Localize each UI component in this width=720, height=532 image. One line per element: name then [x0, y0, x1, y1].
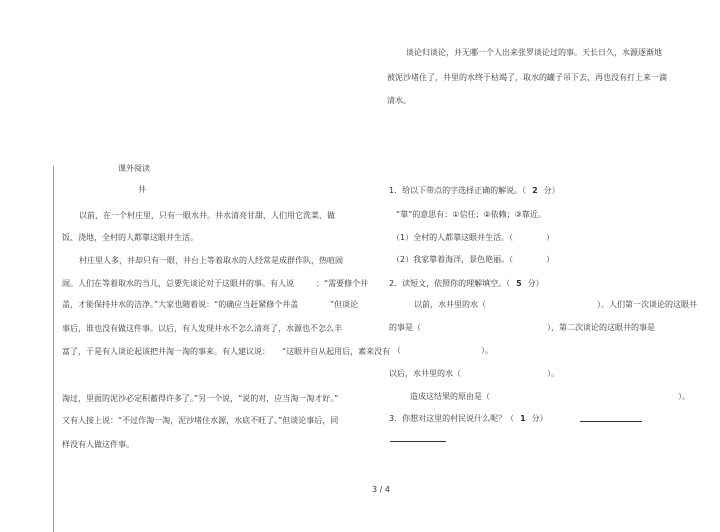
text-line: 村庄里人多，井却只有一眼，井台上等着取水的人经常是成群作队，热喧闹 — [79, 256, 343, 265]
text-line: 以前，在一个村庄里，只有一眼水井。井水清亮甘甜，人们用它洗菜、做 — [79, 211, 335, 220]
fill-blank-line: 以前，水井里的水（ — [414, 300, 486, 309]
question-number: 1． — [389, 186, 403, 195]
text-line: 事后，谁也没有做这件事。以后，有人发现井水不怎么清亮了，水源也不怎么丰 — [62, 324, 342, 333]
question-number: 3． — [389, 414, 403, 423]
page-border-line — [53, 166, 54, 532]
question-options: “靠”的意思有：①信任；②依赖；③靠近。 — [396, 210, 546, 219]
text-line: 饭、浇地，全村的人都靠这眼井生活。 — [62, 233, 198, 242]
question-text: 你想对这里的村民说什么呢？（ — [402, 414, 515, 423]
fill-blank-line: ）。 — [547, 369, 559, 378]
question-score-unit: 分） — [527, 279, 544, 288]
fill-blank-line: ）。 — [481, 346, 493, 355]
question-item: （1）全村的人都靠这眼井生活。（ — [392, 233, 514, 242]
text-line: 谈论归谈论，并无哪一个人出来张罗谈论过的事。天长日久，水源逐渐地 — [406, 48, 662, 57]
question-1 — [389, 186, 560, 196]
question-score: 2 — [532, 186, 538, 195]
question-item-bracket: ） — [546, 233, 554, 242]
question-score: 1 — [520, 414, 526, 423]
text-line: 清水。 — [387, 96, 411, 105]
fill-blank-line: 以后，水井里的水（ — [389, 369, 461, 378]
text-line: 样没有人做这件事。 — [62, 440, 134, 449]
fill-blank-line: 的事是（ — [389, 323, 421, 332]
text-line: 富了，于是有人谈论起该把井淘一淘的事来。有人建议说： — [62, 347, 270, 356]
page-number: 3 / 4 — [372, 485, 390, 494]
fill-blank-line: 造成这结果的原由是（ — [410, 392, 490, 401]
question-score-unit: 分） — [531, 414, 548, 423]
text-line: 盖，才能保持井水的洁净。”大家也随着说：“的确应当赶紧修个井盖 — [62, 300, 299, 309]
question-score: 5 — [516, 279, 522, 288]
question-text: 给以下带点的字选择正确的解说。（ — [402, 186, 527, 195]
text-line: 又有人接上说：“不过作淘一淘，泥沙堵住水源，水底不旺了。”但谈论事后，同 — [62, 416, 339, 425]
answer-line[interactable] — [390, 441, 446, 442]
answer-line[interactable] — [580, 421, 642, 422]
text-line: “这眼井自从起用后，素来没有 — [282, 347, 391, 356]
section-heading: 课外阅读 — [118, 164, 150, 173]
fill-blank-line: ）。人们第一次谈论的这眼井 — [597, 300, 697, 309]
question-item: （2）我家靠着海洋，景色艳丽。（ — [392, 255, 514, 264]
text-line: ：“需要修个井 — [316, 279, 369, 288]
text-line: ”但谈论 — [330, 300, 359, 309]
fill-blank-line: ），第二次谈论的这眼井的事是 — [547, 323, 655, 332]
question-3 — [389, 414, 548, 424]
question-score-unit: 分） — [543, 186, 560, 195]
question-text: 读短文，依照你的理解填空。（ — [402, 279, 511, 288]
fill-blank-line: （ — [393, 346, 401, 355]
question-2 — [389, 279, 544, 289]
question-item-bracket: ） — [546, 255, 554, 264]
passage-title: 井 — [138, 185, 146, 194]
text-line: 闹。人们在等着取水的当儿，总要先谈论对于这眼井的事。有人说 — [62, 279, 294, 288]
text-line: 被泥沙堵住了，井里的水终于枯竭了，取水的罐子吊下去，再也没有打上来一滴 — [387, 73, 667, 82]
fill-blank-line: ）。 — [678, 392, 690, 401]
question-number: 2． — [389, 279, 403, 288]
text-line: 淘过，里面的泥沙必定积蓄得许多了。”另一个说，“说的对，应当淘一淘才好。” — [62, 394, 339, 403]
